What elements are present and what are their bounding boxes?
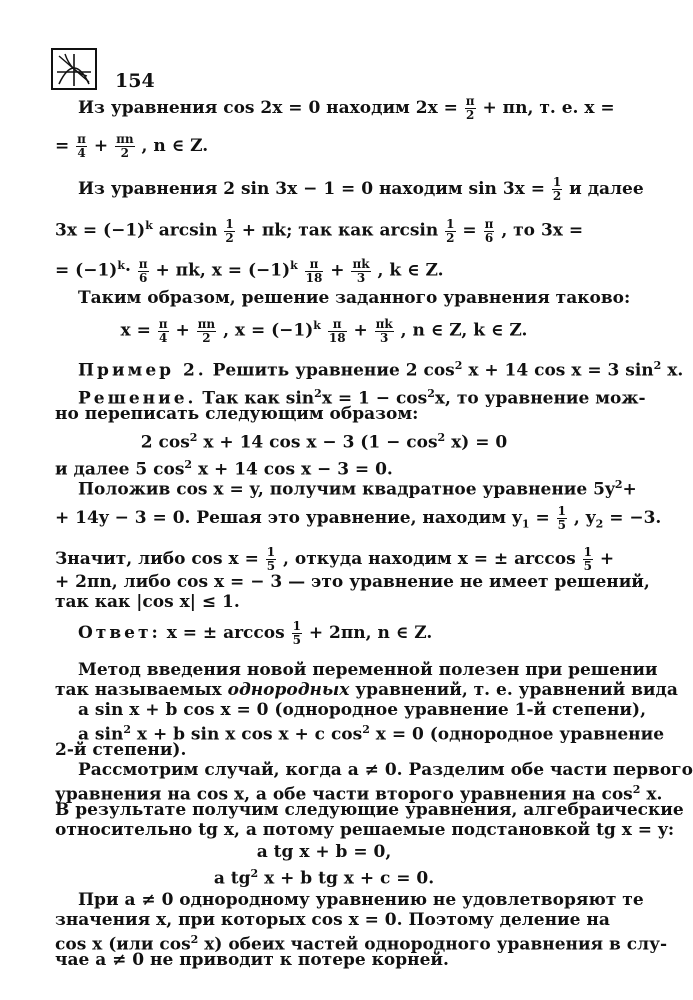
text-line: значения x, при которых cos x = 0. Поэтому деление на (55, 910, 610, 930)
text-line: относительно tg x, а потому решаемые подстановкой tg x = y: (55, 820, 675, 840)
text-line: Значит, либо cos x = $\frac{1}{5}$ , откуда находим x = ± arccos $\frac{1}{5}$ + (55, 545, 615, 573)
text-line: Рассмотрим случай, когда a ≠ 0. Разделим обе части первого (78, 760, 693, 780)
fraction: $\frac{\pi}{6}$ (484, 216, 494, 245)
fraction: $\frac{1}{2}$ (225, 216, 234, 245)
text-line: Метод введения новой переменной полезен при решении (78, 660, 658, 680)
text-line: При a ≠ 0 однородному уравнению не удовлетворяют те (78, 890, 644, 910)
text-line: cos x (или $\cos^2 x$) обеих частей однородного уравнения в слу- (55, 933, 668, 955)
text-line: но переписать следующим образом: (55, 404, 419, 424)
text-line: Таким образом, решение заданного уравнения таково: (78, 288, 631, 308)
text-line: Пример 2. Решить уравнение 2 $\cos^2 x + 14$ cos x = 3 $\sin^2 x$. (78, 359, 684, 381)
formula-line: a $tg^2$ x + b tg x + c = 0. (213, 867, 435, 889)
text-line: так называемых однородных уравнений, т. е. уравнений вида (55, 680, 678, 700)
section-emblem-icon (51, 48, 97, 90)
text-line: уравнения на cos x, а обе части второго уравнения на $\cos^2 x$. (55, 783, 663, 805)
text-line: + 14y − 3 = 0. Решая это уравнение, находим $y_1$ = $\frac{1}{5}$ , $y_2 = -3$. (55, 504, 662, 532)
fraction: $\frac{\pi k}{3}$ (352, 256, 370, 285)
text-line: Ответ: x = ± arccos $\frac{1}{5}$ + 2πn, n ∈ Z. (78, 619, 433, 647)
fraction: $\frac{\pi}{18}$ (305, 256, 323, 285)
fraction: $\frac{1}{2}$ (552, 175, 562, 203)
fraction: $\frac{1}{5}$ (292, 619, 301, 647)
fraction: $\frac{\pi k}{3}$ (375, 316, 393, 345)
fraction: $\frac{1}{5}$ (266, 545, 276, 573)
text-line: чае a ≠ 0 не приводит к потере корней. (55, 950, 449, 970)
formula-line: 2 $\cos^2 x + 14$ cos x − 3 $(1 - \cos^2 x) = 0$ (140, 431, 508, 453)
text-line: + 2πn, либо cos x = − 3 — это уравнение не имеет решений, (55, 572, 650, 592)
fraction: $\frac{1}{2}$ (446, 216, 455, 245)
fraction: $\frac{\pi}{2}$ (465, 94, 475, 122)
formula-line: a tg x + b = 0, (256, 842, 392, 862)
text-line: Положив cos x = y, получим квадратное уравнение $5y^2+$ (78, 478, 637, 500)
formula-line: x = $\frac{\pi}{4}$ + $\frac{\pi n}{2}$ , $x = (-1)^k$ $\frac{\pi}{18}$ + $\frac{\pi k}{3}$ , n ∈ Z, k ∈ Z. (120, 316, 528, 345)
text-line: Из уравнения cos 2x = 0 находим 2x = $\frac{\pi}{2}$ + πn, т. е. x = (78, 94, 615, 122)
text-line: так как |cos x| ≤ 1. (55, 592, 240, 612)
text-line: = $\frac{\pi}{4}$ + $\frac{\pi n}{2}$ , n ∈ Z. (55, 132, 209, 160)
fraction: $\frac{\pi}{18}$ (328, 316, 346, 345)
text-line: = $(-1)^k\cdot$ $\frac{\pi}{6}$ + πk, $x = (-1)^k$ $\frac{\pi}{18}$ + $\frac{\pi k}{3}$ , k ∈ Z. (55, 256, 444, 285)
text-line: a sin x + b cos x = 0 (однородное уравнение 1-й степени), (78, 700, 646, 720)
text-line: и далее 5 $\cos^2 x + 14$ cos x − 3 = 0. (55, 458, 393, 480)
fraction: $\frac{\pi n}{2}$ (116, 132, 134, 160)
text-line: $3x = (-1)^k$ arcsin $\frac{1}{2}$ + πk; так как arcsin $\frac{1}{2}$ = $\frac{\pi}{6}$ , то 3x = (55, 216, 584, 245)
text-line: Решение. Так как $\sin^2x = 1 - \cos^2x$, то уравнение мож- (78, 387, 646, 409)
text-line: В результате получим следующие уравнения, алгебраические (55, 800, 684, 820)
fraction: $\frac{1}{5}$ (583, 545, 592, 573)
text-line: 2-й степени). (55, 740, 187, 760)
fraction: $\frac{1}{5}$ (557, 504, 566, 532)
fraction: $\frac{\pi}{4}$ (77, 132, 86, 160)
fraction: $\frac{\pi n}{2}$ (197, 316, 216, 345)
fraction: $\frac{\pi}{6}$ (138, 256, 148, 285)
text-line: a $\sin^2 x + b$ sin x cos x + c $\cos^2 x = 0$ (однородное уравнение (78, 723, 665, 745)
page-number: 154 (115, 70, 155, 92)
fraction: $\frac{\pi}{4}$ (158, 316, 168, 345)
text-line: Из уравнения 2 sin 3x − 1 = 0 находим sin 3x = $\frac{1}{2}$ и далее (78, 175, 644, 203)
